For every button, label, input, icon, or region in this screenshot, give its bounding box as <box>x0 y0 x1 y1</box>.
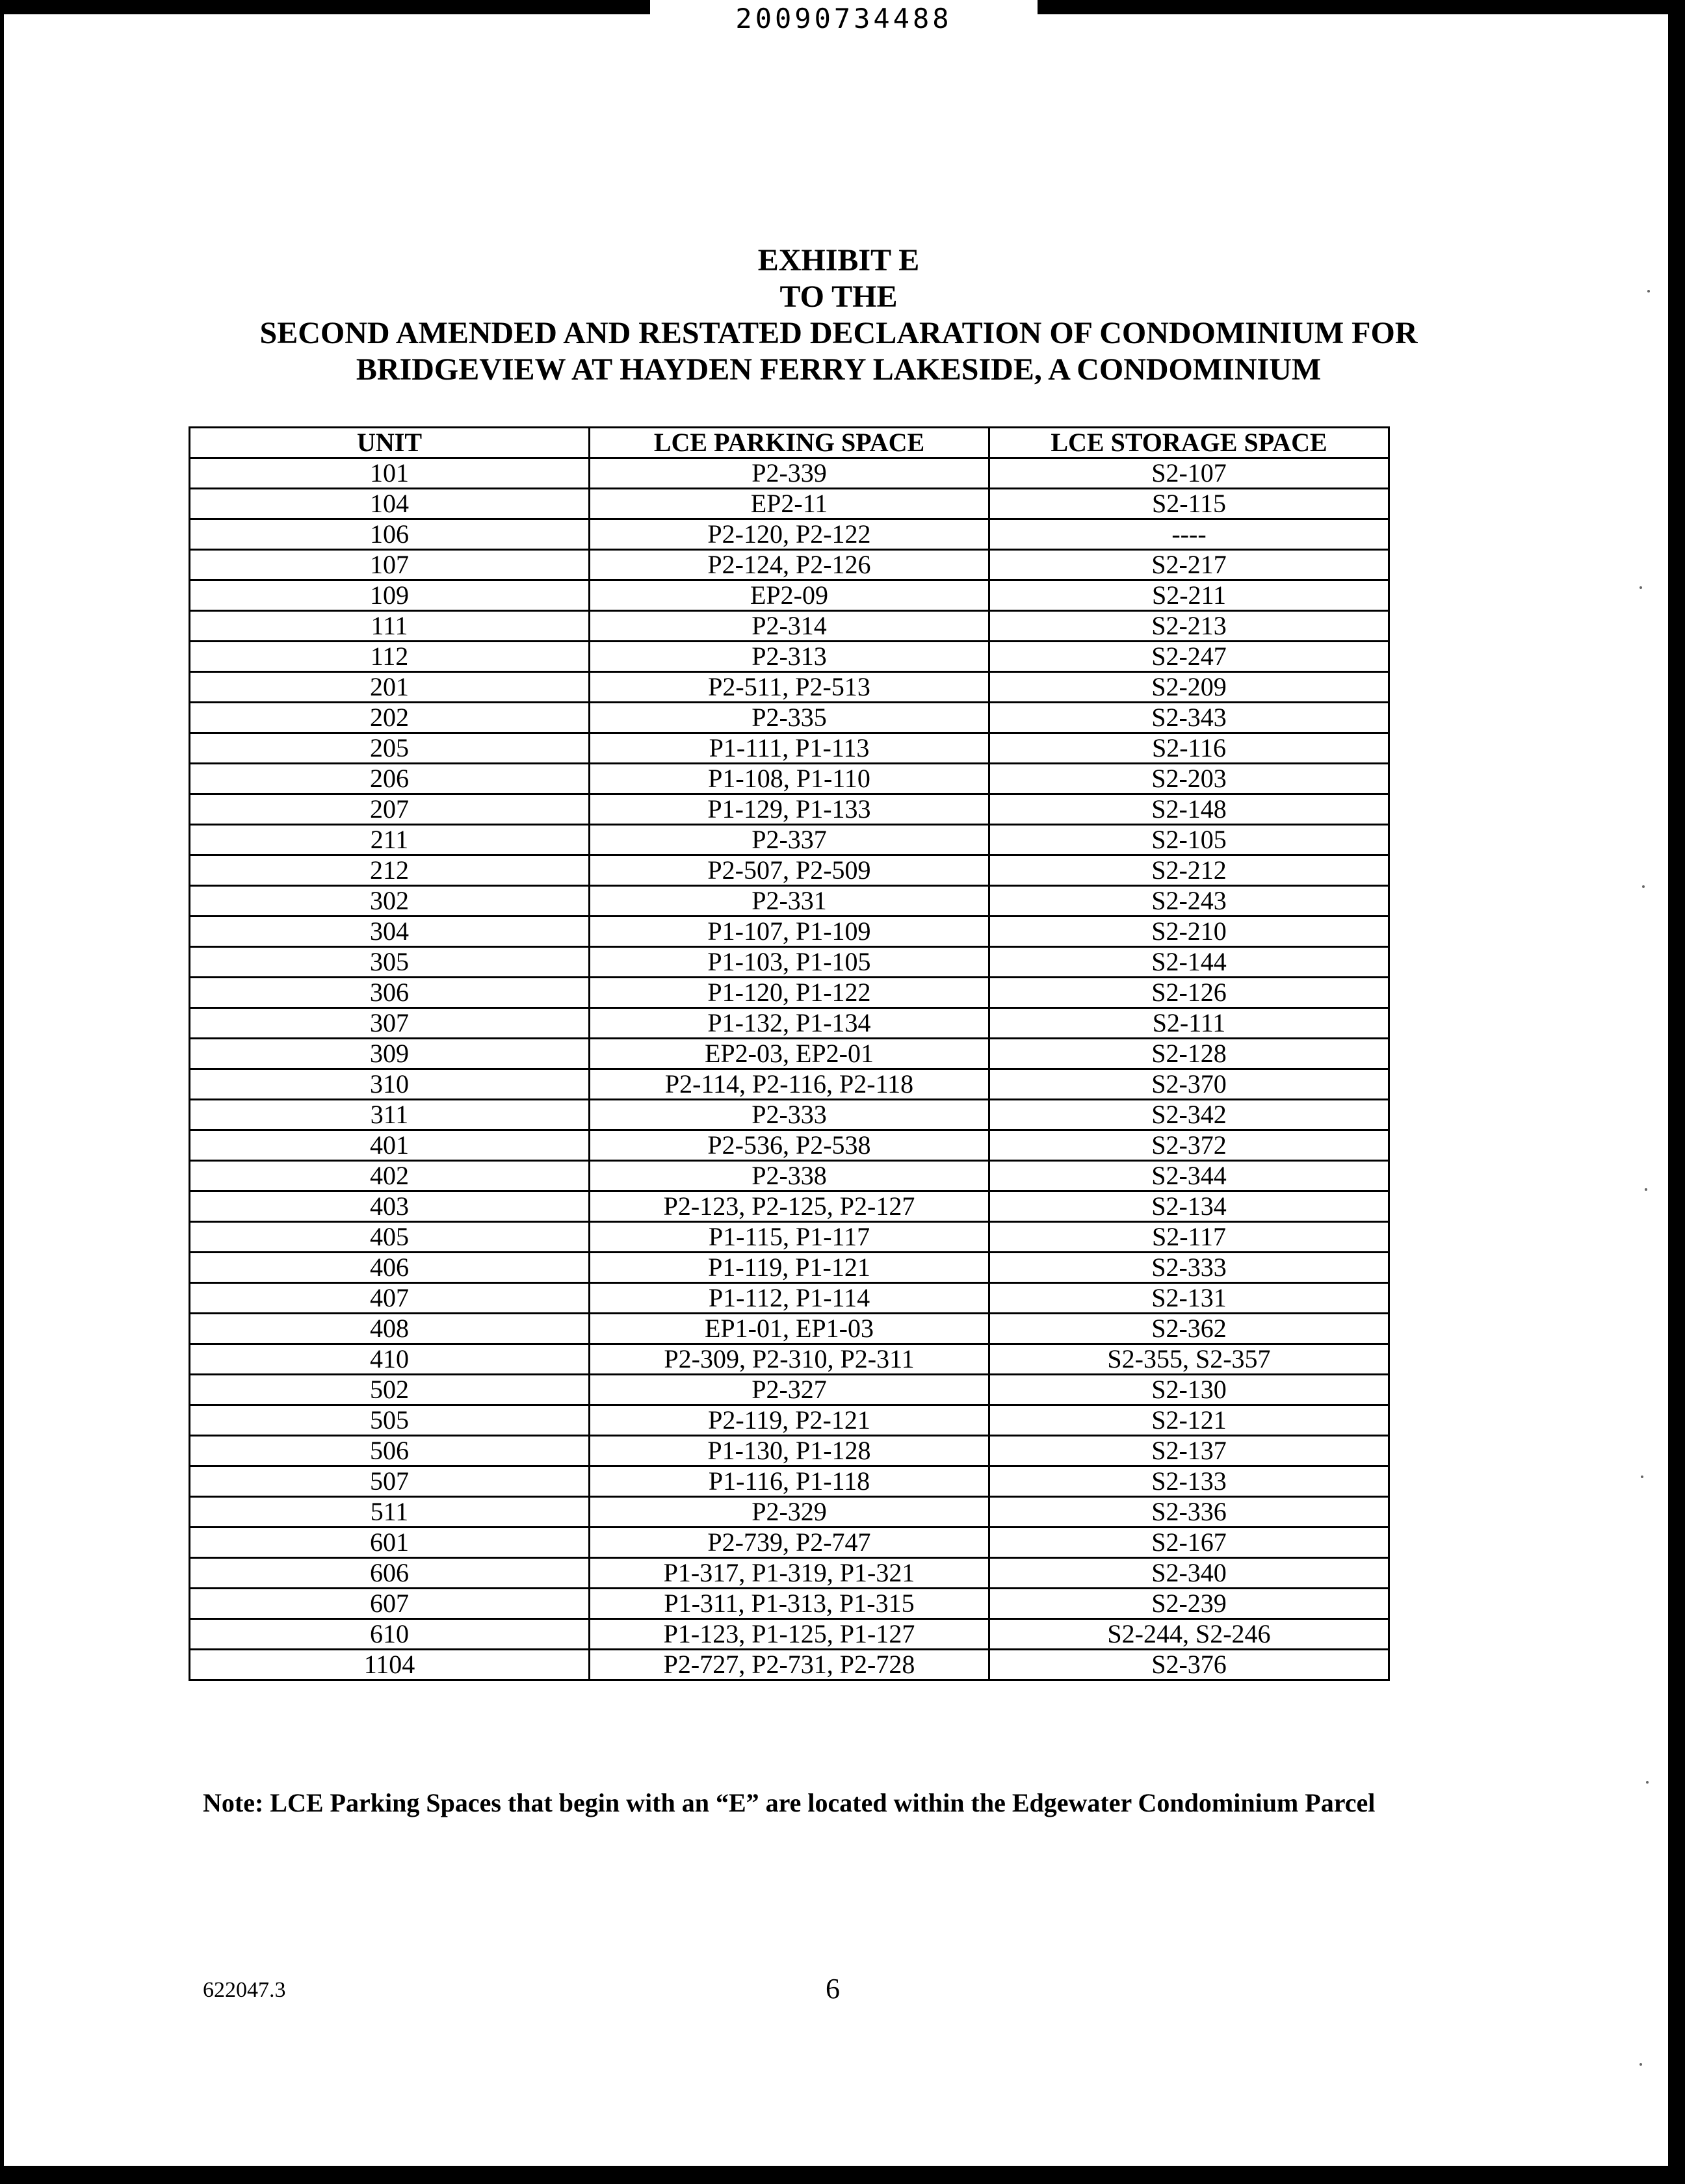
scan-speck <box>1645 1188 1647 1191</box>
table-row <box>190 550 1389 580</box>
header-unit: UNIT <box>190 428 590 458</box>
table-row <box>190 1497 1389 1528</box>
page-number: 6 <box>826 1973 840 2005</box>
parking-space-cell: P2-309, P2-310, P2-311 <box>590 1344 989 1375</box>
storage-space-cell: S2-372 <box>989 1130 1389 1161</box>
unit-cell: 408 <box>190 1314 590 1344</box>
storage-space-cell: S2-131 <box>989 1283 1389 1314</box>
storage-space-cell: S2-212 <box>989 855 1389 886</box>
unit-cell: 109 <box>190 580 590 611</box>
storage-space-cell: S2-137 <box>989 1436 1389 1466</box>
unit-cell: 205 <box>190 733 590 764</box>
table-row <box>190 580 1389 611</box>
unit-cell: 403 <box>190 1191 590 1222</box>
parking-space-cell: EP2-11 <box>590 489 989 519</box>
parking-space-cell: P2-124, P2-126 <box>590 550 989 580</box>
recording-stamp-number: 20090734488 <box>735 3 952 34</box>
unit-cell: 206 <box>190 764 590 794</box>
scan-border-top-left <box>0 0 650 14</box>
table-row <box>190 1436 1389 1466</box>
storage-space-cell: S2-121 <box>989 1405 1389 1436</box>
table-row <box>190 855 1389 886</box>
unit-cell: 401 <box>190 1130 590 1161</box>
parking-space-cell: P2-507, P2-509 <box>590 855 989 886</box>
table-row <box>190 1528 1389 1558</box>
unit-cell: 106 <box>190 519 590 550</box>
storage-space-cell: S2-111 <box>989 1008 1389 1039</box>
table-row <box>190 1619 1389 1650</box>
table-row <box>190 1405 1389 1436</box>
storage-space-cell: S2-243 <box>989 886 1389 916</box>
parking-space-cell: EP2-09 <box>590 580 989 611</box>
parking-space-cell: P1-317, P1-319, P1-321 <box>590 1558 989 1589</box>
parking-space-cell: P1-107, P1-109 <box>590 916 989 947</box>
table-row <box>190 825 1389 855</box>
scan-speck <box>1641 1476 1643 1478</box>
table-row <box>190 672 1389 703</box>
storage-space-cell: S2-210 <box>989 916 1389 947</box>
unit-cell: 410 <box>190 1344 590 1375</box>
storage-space-cell: S2-355, S2-357 <box>989 1344 1389 1375</box>
storage-space-cell: S2-107 <box>989 458 1389 489</box>
unit-cell: 405 <box>190 1222 590 1253</box>
unit-cell: 212 <box>190 855 590 886</box>
table-row <box>190 1161 1389 1191</box>
storage-space-cell: S2-239 <box>989 1589 1389 1619</box>
title-line-4: BRIDGEVIEW AT HAYDEN FERRY LAKESIDE, A CONDOMINIUM <box>356 352 1322 387</box>
table-row <box>190 1375 1389 1405</box>
storage-space-cell: S2-126 <box>989 978 1389 1008</box>
unit-cell: 311 <box>190 1100 590 1130</box>
table-header-row <box>190 428 1389 458</box>
scan-speck <box>1639 586 1642 589</box>
unit-cell: 202 <box>190 703 590 733</box>
table-row <box>190 1344 1389 1375</box>
storage-space-cell: S2-116 <box>989 733 1389 764</box>
parking-space-cell: P2-327 <box>590 1375 989 1405</box>
parking-space-cell: P2-331 <box>590 886 989 916</box>
unit-cell: 304 <box>190 916 590 947</box>
parking-space-cell: P2-313 <box>590 642 989 672</box>
parking-space-cell: P1-111, P1-113 <box>590 733 989 764</box>
table-row <box>190 489 1389 519</box>
table-row <box>190 1130 1389 1161</box>
unit-cell: 101 <box>190 458 590 489</box>
parking-space-cell: P2-314 <box>590 611 989 642</box>
unit-cell: 310 <box>190 1069 590 1100</box>
unit-cell: 1104 <box>190 1650 590 1680</box>
storage-space-cell: S2-144 <box>989 947 1389 978</box>
table-row <box>190 794 1389 825</box>
unit-cell: 306 <box>190 978 590 1008</box>
parking-space-cell: P1-120, P1-122 <box>590 978 989 1008</box>
table-row <box>190 1069 1389 1100</box>
parking-space-cell: P2-120, P2-122 <box>590 519 989 550</box>
table-row <box>190 519 1389 550</box>
parking-space-cell: P1-129, P1-133 <box>590 794 989 825</box>
parking-space-cell: P1-123, P1-125, P1-127 <box>590 1619 989 1650</box>
document-id: 622047.3 <box>203 1978 286 2002</box>
unit-cell: 502 <box>190 1375 590 1405</box>
lce-assignment-table <box>189 426 1390 1681</box>
unit-cell: 111 <box>190 611 590 642</box>
unit-cell: 302 <box>190 886 590 916</box>
storage-space-cell: S2-344 <box>989 1161 1389 1191</box>
storage-space-cell: S2-343 <box>989 703 1389 733</box>
table-row <box>190 703 1389 733</box>
table-row <box>190 1558 1389 1589</box>
header-parking-space: LCE PARKING SPACE <box>590 428 989 458</box>
unit-cell: 610 <box>190 1619 590 1650</box>
unit-cell: 307 <box>190 1008 590 1039</box>
scan-speck <box>1646 1781 1649 1784</box>
unit-cell: 207 <box>190 794 590 825</box>
parking-space-cell: P2-114, P2-116, P2-118 <box>590 1069 989 1100</box>
header-storage-space: LCE STORAGE SPACE <box>989 428 1389 458</box>
scan-speck <box>1647 290 1650 292</box>
storage-space-cell: S2-211 <box>989 580 1389 611</box>
table-row <box>190 916 1389 947</box>
parking-space-cell: P1-132, P1-134 <box>590 1008 989 1039</box>
parking-space-cell: P2-119, P2-121 <box>590 1405 989 1436</box>
unit-cell: 505 <box>190 1405 590 1436</box>
unit-cell: 112 <box>190 642 590 672</box>
unit-cell: 407 <box>190 1283 590 1314</box>
storage-space-cell: S2-128 <box>989 1039 1389 1069</box>
title-line-1: EXHIBIT E <box>757 243 920 278</box>
parking-space-cell: P2-123, P2-125, P2-127 <box>590 1191 989 1222</box>
parking-space-cell: P2-536, P2-538 <box>590 1130 989 1161</box>
table-row <box>190 1100 1389 1130</box>
storage-space-cell: S2-333 <box>989 1253 1389 1283</box>
storage-space-cell: S2-148 <box>989 794 1389 825</box>
parking-space-cell: P1-115, P1-117 <box>590 1222 989 1253</box>
scan-border-top-right <box>1038 0 1685 14</box>
exhibit-title <box>98 242 1580 388</box>
parking-space-cell: P2-727, P2-731, P2-728 <box>590 1650 989 1680</box>
unit-cell: 607 <box>190 1589 590 1619</box>
unit-cell: 406 <box>190 1253 590 1283</box>
unit-cell: 606 <box>190 1558 590 1589</box>
table-row <box>190 1466 1389 1497</box>
table-row <box>190 611 1389 642</box>
storage-space-cell: S2-244, S2-246 <box>989 1619 1389 1650</box>
parking-space-cell: EP2-03, EP2-01 <box>590 1039 989 1069</box>
parking-space-cell: P2-339 <box>590 458 989 489</box>
table-row <box>190 1008 1389 1039</box>
parking-space-cell: P1-311, P1-313, P1-315 <box>590 1589 989 1619</box>
table-row <box>190 1283 1389 1314</box>
scan-speck <box>1642 885 1645 888</box>
table-row <box>190 947 1389 978</box>
unit-cell: 107 <box>190 550 590 580</box>
parking-space-cell: P2-511, P2-513 <box>590 672 989 703</box>
storage-space-cell: S2-203 <box>989 764 1389 794</box>
storage-space-cell: S2-340 <box>989 1558 1389 1589</box>
unit-cell: 402 <box>190 1161 590 1191</box>
storage-space-cell: S2-115 <box>989 489 1389 519</box>
parking-space-cell: P2-333 <box>590 1100 989 1130</box>
unit-cell: 601 <box>190 1528 590 1558</box>
storage-space-cell: S2-376 <box>989 1650 1389 1680</box>
unit-cell: 511 <box>190 1497 590 1528</box>
parking-space-cell: P2-335 <box>590 703 989 733</box>
table-row <box>190 458 1389 489</box>
unit-cell: 305 <box>190 947 590 978</box>
table-body <box>190 458 1389 1680</box>
unit-cell: 309 <box>190 1039 590 1069</box>
scan-speck <box>1639 2063 1642 2066</box>
storage-space-cell: S2-209 <box>989 672 1389 703</box>
table-row <box>190 733 1389 764</box>
parking-space-cell: P1-130, P1-128 <box>590 1436 989 1466</box>
scan-border-bottom <box>0 2166 1685 2184</box>
scan-border-right <box>1668 0 1685 2184</box>
parking-space-cell: P2-337 <box>590 825 989 855</box>
unit-cell: 211 <box>190 825 590 855</box>
storage-space-cell: S2-213 <box>989 611 1389 642</box>
parking-space-cell: P1-119, P1-121 <box>590 1253 989 1283</box>
table-row <box>190 1253 1389 1283</box>
storage-space-cell: S2-130 <box>989 1375 1389 1405</box>
parking-space-cell: P2-338 <box>590 1161 989 1191</box>
storage-space-cell: S2-105 <box>989 825 1389 855</box>
storage-space-cell: S2-167 <box>989 1528 1389 1558</box>
title-line-2: TO THE <box>779 280 898 314</box>
title-line-3: SECOND AMENDED AND RESTATED DECLARATION OF CONDOMINIUM FOR <box>259 316 1418 350</box>
storage-space-cell: S2-247 <box>989 642 1389 672</box>
parking-space-cell: P1-108, P1-110 <box>590 764 989 794</box>
unit-cell: 104 <box>190 489 590 519</box>
storage-space-cell: S2-336 <box>989 1497 1389 1528</box>
unit-cell: 506 <box>190 1436 590 1466</box>
storage-space-cell: S2-342 <box>989 1100 1389 1130</box>
parking-space-cell: P1-116, P1-118 <box>590 1466 989 1497</box>
storage-space-cell: S2-362 <box>989 1314 1389 1344</box>
table-row <box>190 642 1389 672</box>
parking-space-cell: P1-112, P1-114 <box>590 1283 989 1314</box>
parking-space-cell: P2-329 <box>590 1497 989 1528</box>
storage-space-cell: S2-133 <box>989 1466 1389 1497</box>
table-row <box>190 1222 1389 1253</box>
table-row <box>190 886 1389 916</box>
storage-space-cell: S2-217 <box>989 550 1389 580</box>
parking-space-cell: EP1-01, EP1-03 <box>590 1314 989 1344</box>
parking-space-cell: P1-103, P1-105 <box>590 947 989 978</box>
note-text: Note: LCE Parking Spaces that begin with an “E” are located within the Edgewater Condominium Parcel <box>203 1788 1376 1817</box>
parking-space-cell: P2-739, P2-747 <box>590 1528 989 1558</box>
table-row <box>190 1039 1389 1069</box>
storage-space-cell: S2-370 <box>989 1069 1389 1100</box>
storage-space-cell: ---- <box>989 519 1389 550</box>
table-row <box>190 1191 1389 1222</box>
table-row <box>190 978 1389 1008</box>
storage-space-cell: S2-117 <box>989 1222 1389 1253</box>
table-row <box>190 764 1389 794</box>
storage-space-cell: S2-134 <box>989 1191 1389 1222</box>
table-row <box>190 1589 1389 1619</box>
unit-cell: 507 <box>190 1466 590 1497</box>
table-row <box>190 1314 1389 1344</box>
scan-border-left <box>0 0 4 2184</box>
unit-cell: 201 <box>190 672 590 703</box>
table-row <box>190 1650 1389 1680</box>
